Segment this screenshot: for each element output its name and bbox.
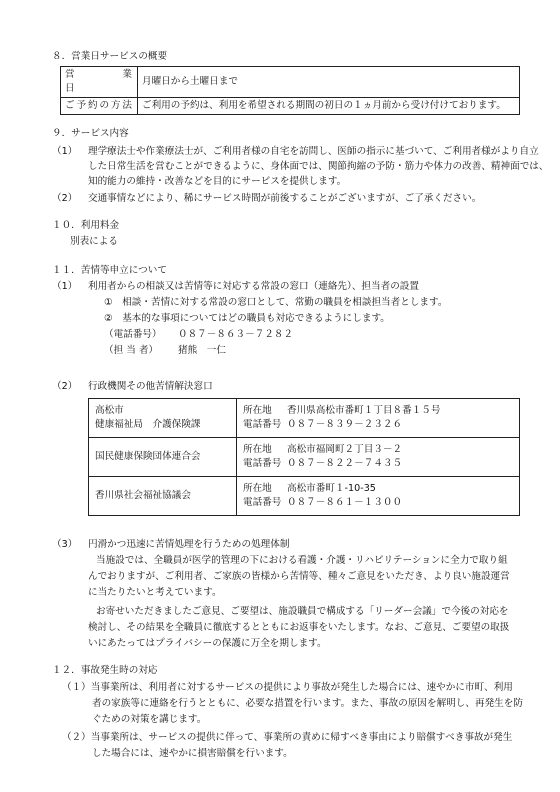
paragraph-line: に当たりたいと考えています。: [88, 587, 222, 598]
office-name: 国民健康保険団体連合会: [95, 451, 201, 463]
paragraph-line: 当施設では、全職員が医学的管理の下における看護・介護・リハビリテーションに全力で取り組: [96, 555, 508, 566]
office-address: 高松市福岡町２丁目３－２: [287, 444, 403, 456]
paragraph-line: 行政機関その他苦情解決窓口: [88, 381, 213, 392]
office-name: 高松市: [95, 405, 124, 417]
fee-text: 別表による: [70, 236, 118, 247]
office-tel: ０８７－８２２－７４３５: [287, 458, 403, 469]
tel-label: 電話番号: [243, 419, 282, 430]
paragraph-line: 知的能力の維持・改善などを目的にサービスを提供します。: [88, 176, 347, 187]
business-days-table: [60, 66, 520, 115]
section-10-title: １０．利用料金: [52, 220, 120, 231]
address-label: 所在地: [243, 483, 272, 495]
person-name: 猪熊 一仁: [178, 345, 226, 356]
paragraph-line: ② 基本的な事項についてはどの職員も対応できるようにします。: [104, 313, 390, 324]
table-row: [61, 67, 520, 98]
section-8-title: ８．営業日サービスの概要: [52, 51, 168, 62]
section-9-title: ９．サービス内容: [52, 128, 129, 139]
business-days-label: 営 業 日: [61, 67, 138, 98]
tel-label: 電話番号: [243, 497, 282, 508]
item-number: （2）: [52, 381, 78, 392]
paragraph-line: （１）当事業所は、利用者に対するサービスの提供により事故が発生した場合には、速やかに市町、利用: [62, 682, 513, 693]
office-address: 香川県高松市番町１丁目８番１５号: [287, 405, 441, 417]
phone-label: （電話番号）: [104, 329, 162, 340]
item-number: （2）: [52, 193, 78, 204]
table-row: [89, 399, 520, 438]
person-label: （担 当 者）: [104, 345, 159, 356]
tel-label: 電話番号: [243, 458, 282, 469]
paragraph-line: 理学療法士や作業療法士が、ご利用者様の自宅を訪問し、医師の指示に基づいて、ご利用者様がより自立: [88, 146, 539, 157]
section-11-title: １１．苦情等申立について: [52, 265, 167, 276]
office-tel: ０８７－８３９－２３２６: [287, 419, 403, 430]
phone-number: ０８７－８６３－７２８２: [178, 329, 294, 340]
address-label: 所在地: [243, 405, 272, 417]
reservation-value: ご利用の予約は、利用を希望される期間の初日の１ヵ月前から受け付けております。: [138, 97, 520, 114]
office-tel: ０８７－８６１－１３００: [287, 497, 403, 508]
paragraph-line: んでおりますが、ご利用者、ご家族の皆様から苦情等、種々ご意見をいただき、より良い施設運営: [88, 571, 510, 582]
item-number: （1）: [52, 146, 78, 157]
paragraph-line: 検討し、その結果を全職員に徹底するとともにお返事をいたします。なお、ご意見、ご要望の取扱: [88, 622, 510, 633]
section-12-title: １２．事故発生時の対応: [52, 665, 158, 676]
office-name: 香川県社会福祉協議会: [95, 490, 191, 502]
reservation-label: ご予約の方法: [61, 97, 138, 114]
item-number: （3）: [52, 539, 78, 550]
paragraph-line: お寄せいただきましたご意見、ご要望は、施設職員で構成する「リーダー会議」で今後の対応を: [96, 606, 509, 617]
address-label: 所在地: [243, 444, 272, 456]
paragraph-line: ぐための対策を講じます。: [92, 714, 207, 725]
complaint-office-table: [88, 398, 520, 516]
paragraph-line: いにあたってはプライバシーの保護に万全を期します。: [88, 638, 327, 649]
paragraph-line: 者の家族等に連絡を行うとともに、必要な措置を行います。また、事故の原因を解明し、再発生を防: [92, 698, 523, 709]
paragraph-line: 利用者からの相談又は苦情等に対応する常設の窓口（連絡先）、担当者の設置: [88, 281, 419, 292]
paragraph-line: 円滑かつ迅速に苦情処理を行うための処理体制: [88, 539, 290, 550]
office-department: 健康福祉局 介護保険課: [95, 419, 201, 430]
item-number: （1）: [52, 281, 78, 292]
paragraph-line: した日常生活を営むことができるように、身体面では、関節拘縮の予防・筋力や体力の改善、精神面では、: [88, 161, 549, 172]
table-row: [89, 438, 520, 477]
table-row: [61, 97, 520, 114]
paragraph-line: ① 相談・苦情に対する常設の窓口として、常勤の職員を相談担当者とします。: [104, 297, 448, 308]
table-row: [89, 477, 520, 516]
paragraph-line: 交通事情などにより、稀にサービス時間が前後することがございますが、ご了承ください。: [88, 193, 482, 204]
paragraph-line: した場合には、速やかに損害賠償を行います。: [92, 748, 293, 759]
business-days-value: 月曜日から土曜日まで: [138, 67, 520, 98]
paragraph-line: （２）当事業所は、サービスの提供に伴って、事業所の責めに帰すべき事由により賠償すべき事故が発生: [62, 732, 513, 743]
office-address: 高松市番町１-10-35: [287, 483, 376, 495]
